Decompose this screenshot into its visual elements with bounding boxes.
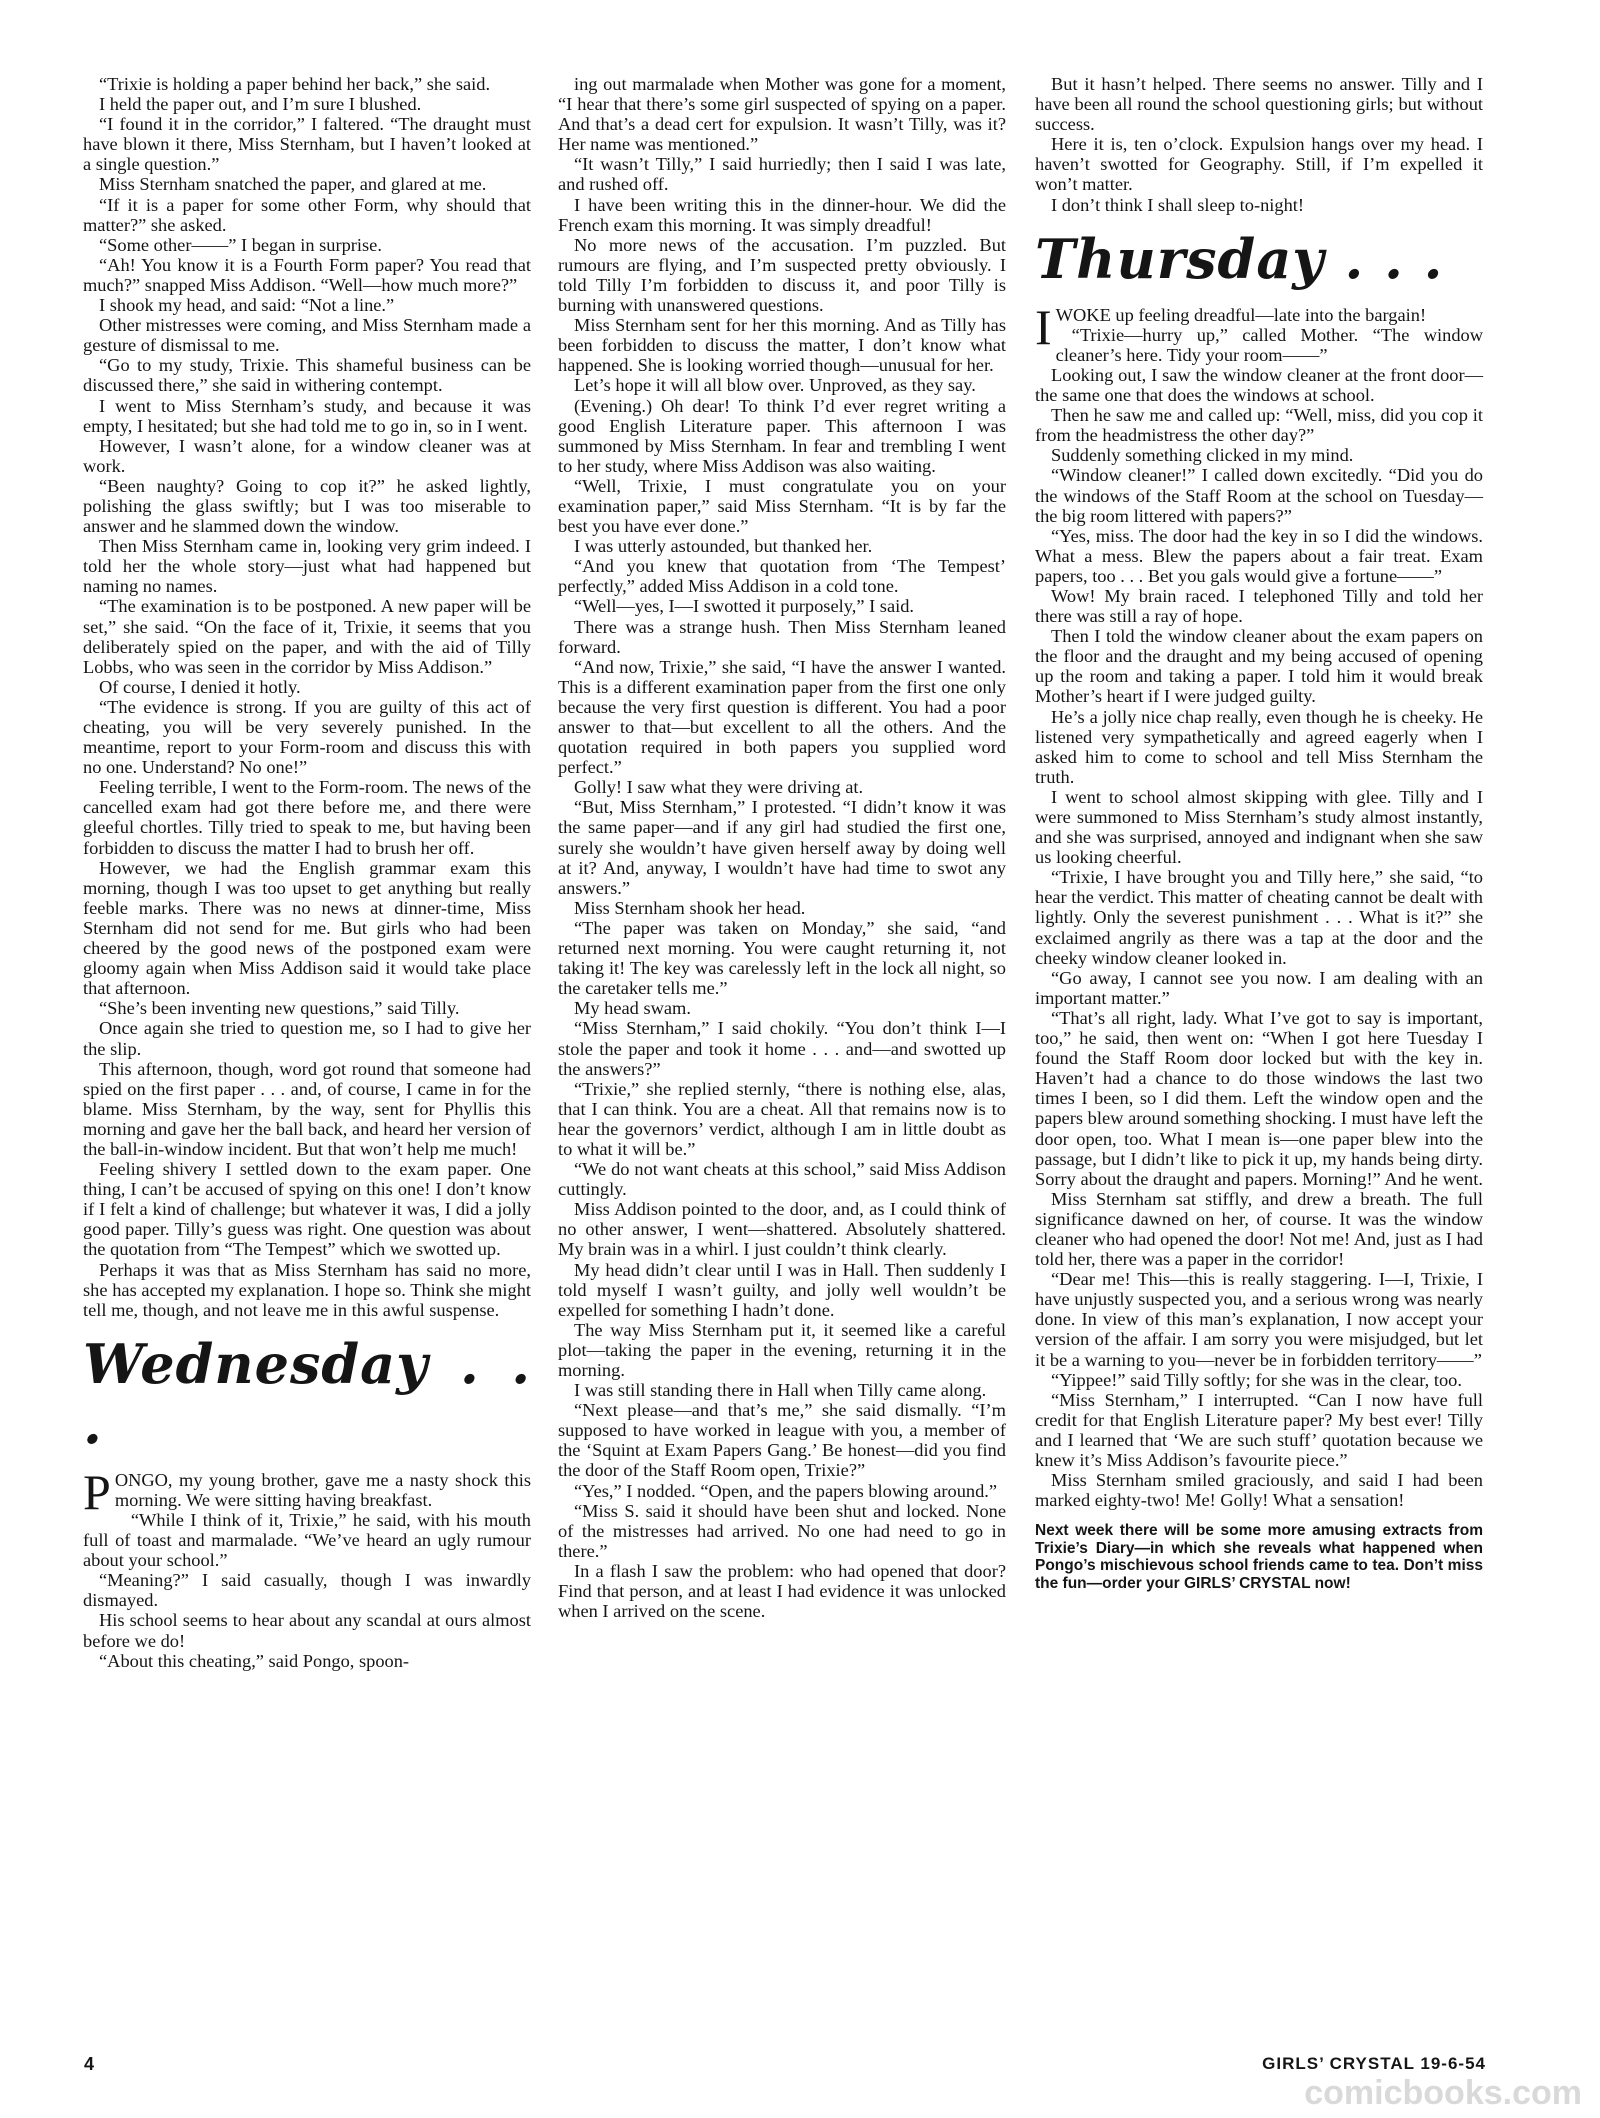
- drop-cap-letter: P: [83, 1463, 111, 1520]
- paragraph: In a flash I saw the problem: who had opened that door? Find that person, and at least I had evidence it was unlocked when I arrived on the scene.: [558, 1560, 1006, 1622]
- paragraph: “Miss Sternham,” I interrupted. “Can I now have full credit for that English Literature paper? My best ever! Tilly and I learned that ‘We are such stuff’ quotation because we knew it’s Miss Addison’s favourite piece.”: [1035, 1389, 1483, 1470]
- paragraph: I have been writing this in the dinner-hour. We did the French exam this morning. It was simply dreadful!: [558, 194, 1006, 235]
- paragraph: “I found it in the corridor,” I faltered. “The draught must have blown it there, Miss Sternham, but I haven’t looked at a single question.”: [83, 114, 531, 175]
- paragraph: Then I told the window cleaner about the exam papers on the floor and the draught and my being accused of opening up the room and taking a paper. I told him it would break Mother’s heart if I were judged guilty.: [1035, 626, 1483, 707]
- paragraph: “And now, Trixie,” she said, “I have the answer I wanted. This is a different examination paper from the first one only because the very first question is different. You had a poor answer to that—but excellent to all the others. And the quotation required in both papers you supplied word perfect.”: [558, 656, 1006, 778]
- paragraph: My head swam.: [574, 998, 691, 1019]
- column-2-paragraphs: [558, 74, 1006, 1621]
- paragraph: “Well—yes, I—I swotted it purposely,” I said.: [574, 596, 915, 617]
- column-1-paragraphs: [83, 74, 531, 1320]
- paragraph: “Some other——” I began in surprise.: [99, 234, 382, 255]
- paragraph: There was a strange hush. Then Miss Sternham leaned forward.: [558, 616, 1006, 657]
- paragraph: “Trixie, I have brought you and Tilly here,” she said, “to hear the verdict. This matter of cheating cannot be dealt with lightly. Only the severest punishment . . . What is it?” she exclaimed angrily as there was a tap at the door and the cheeky window cleaner looked in.: [1035, 867, 1483, 968]
- paragraph: “About this cheating,” said Pongo, spoon-: [99, 1650, 410, 1671]
- paragraph: (Evening.) Oh dear! To think I’d ever regret writing a good English Literature paper. This afternoon I was summoned by Miss Sternham. In fear and trembling I went to her study, where Miss Addison was also waiting.: [558, 395, 1006, 476]
- text-column-3: [1035, 74, 1483, 1592]
- paragraph: I shook my head, and said: “Not a line.”: [99, 295, 395, 316]
- column-3-paragraphs: [1035, 74, 1483, 215]
- paragraph: I went to school almost skipping with glee. Tilly and I were summoned to Miss Sternham’s study almost instantly, and she was surprised, annoyed and indignant when she saw us looking cheerful.: [1035, 786, 1483, 868]
- paragraph: Miss Sternham smiled graciously, and said I had been marked eighty-two! Me! Golly! What a sensation!: [1035, 1470, 1483, 1511]
- paragraph: “Ah! You know it is a Fourth Form paper? You read that much?” snapped Miss Addison. “Well—how much more?”: [83, 254, 531, 295]
- dropcap-paragraph: [83, 1463, 531, 1520]
- dropcap-paragraph-text: ONGO, my young brother, gave me a nasty shock this morning. We were sitting having breakfast.: [114, 1469, 531, 1510]
- paragraph: “We do not want cheats at this school,” said Miss Addison cuttingly.: [558, 1159, 1006, 1200]
- paragraph: “Go to my study, Trixie. This shameful business can be discussed there,” she said in withering contempt.: [83, 355, 531, 396]
- paragraph: “Yippee!” said Tilly softly; for she was in the clear, too.: [1051, 1369, 1462, 1390]
- paragraph: Miss Addison pointed to the door, and, as I could think of no other answer, I went—shattered. Absolutely shattered. My brain was in a whirl. I just couldn’t think clearly.: [558, 1199, 1006, 1260]
- paragraph: His school seems to hear about any scandal at ours almost before we do!: [83, 1610, 531, 1651]
- column-1-paragraphs-after: [83, 1510, 531, 1671]
- paragraph: “Well, Trixie, I must congratulate you on your examination paper,” said Miss Sternham. “It is by far the best you have ever done.”: [558, 475, 1006, 537]
- paragraph: Other mistresses were coming, and Miss Sternham made a gesture of dismissal to me.: [83, 315, 531, 356]
- paragraph: He’s a jolly nice chap really, even though he is cheeky. He listened very sympathetically and agreed eagerly when I asked him to come to school and tell Miss Sternham the truth.: [1035, 706, 1483, 787]
- paragraph: Miss Sternham sent for her this morning. And as Tilly has been forbidden to discuss the matter, I don’t know what happened. She is looking worried though—unusual for her.: [558, 315, 1006, 376]
- text-column-1: [83, 74, 531, 1671]
- paragraph: “Trixie is holding a paper behind her back,” she said.: [99, 74, 491, 94]
- paragraph: “Miss Sternham,” I said chokily. “You don’t think I—I stole the paper and took it home . . . and—and swotted up the answers?”: [558, 1018, 1006, 1079]
- paragraph: Golly! I saw what they were driving at.: [574, 777, 864, 798]
- paragraph: “The examination is to be postponed. A new paper will be set,” she said. “On the face of it, Trixie, it seems that you deliberately spied on the paper, and with the aid of Tilly Lobbs, who was seen in the corridor by Miss Addison.”: [83, 596, 531, 677]
- paragraph: “She’s been inventing new questions,” said Tilly.: [99, 998, 460, 1019]
- paragraph: “Yes, miss. The door had the key in so I did the windows. What a mess. Blew the papers about a fair treat. Exam papers, too . . . Bet you gals would give a fortune——”: [1035, 525, 1483, 586]
- paragraph: I don’t think I shall sleep to-night!: [1051, 194, 1305, 215]
- paragraph: “The paper was taken on Monday,” she said, “and returned next morning. You were caught returning it, not taking it! The key was carelessly left in the lock all night, so the caretaker tells me.”: [558, 917, 1006, 999]
- paragraph: Wow! My brain raced. I telephoned Tilly and told her there was still a ray of hope.: [1035, 585, 1483, 627]
- paragraph: Then he saw me and called up: “Well, miss, did you cop it from the headmistress the other day?”: [1035, 405, 1483, 446]
- section-heading-wednesday: Wednesday . . .: [83, 1331, 531, 1456]
- drop-cap-letter: I: [1035, 298, 1052, 355]
- paragraph: Perhaps it was that as Miss Sternham has said no more, she has accepted my explanation. I hope so. Think she might tell me, though, and not leave me in this awful suspense.: [83, 1259, 531, 1320]
- paragraph: Miss Sternham sat stiffly, and drew a breath. The full significance dawned on her, of course. It was the window cleaner who had opened the door! Not me! And, just as I had told her, there was a paper in the corridor!: [1035, 1188, 1483, 1270]
- paragraph: “That’s all right, lady. What I’ve got to say is important, too,” he said, then went on: “When I got here Tuesday I found the Staff Room door locked but with the key in. Haven’t had a chance to do those windows the last two times I been, so I did them. Left the window open and the papers blew around something shocking. I must have left the door open, too. What I mean is—one paper blew into the passage, but I didn’t like to pick it up, my hands being dirty. Sorry about the draught and papers. Morning!” And he went.: [1035, 1007, 1483, 1189]
- paragraph: “The evidence is strong. If you are guilty of this act of cheating, you will be very severely punished. In the meantime, report to your Form-room and discuss this with no one. Understand? No one!”: [83, 696, 531, 778]
- paragraph: Here it is, ten o’clock. Expulsion hangs over my head. I haven’t swotted for Geography. Still, if I’m expelled it won’t matter.: [1035, 134, 1483, 195]
- paragraph: Let’s hope it will all blow over. Unproved, as they say.: [574, 375, 976, 396]
- paragraph: This afternoon, though, word got round that someone had spied on the first paper . . . and, of course, I came in for the blame. Miss Sternham, by the way, sent for Phyllis this morning and gave her the ball back, and heard her version of the ball-in-window incident. But that won’t help me much!: [83, 1058, 531, 1159]
- paragraph: “Miss S. said it should have been shut and locked. None of the mistresses had arrived. No one had need to go in there.”: [558, 1500, 1006, 1561]
- paragraph: I held the paper out, and I’m sure I blushed.: [99, 94, 422, 115]
- paragraph: Feeling shivery I settled down to the exam paper. One thing, I can’t be accused of spying on this one! I don’t know if I felt a kind of challenge; but whatever it was, I did a jolly good paper. Tilly’s guess was right. One question was about the quotation from “The Tempest” which we swotted up.: [83, 1159, 531, 1260]
- paragraph: Of course, I denied it hotly.: [99, 676, 301, 697]
- paragraph: “And you knew that quotation from ‘The Tempest’ perfectly,” added Miss Addison in a cold tone.: [558, 556, 1006, 597]
- paragraph: My head didn’t clear until I was in Hall. Then suddenly I told myself I wasn’t guilty, and jolly well wouldn’t be expelled for something I hadn’t done.: [558, 1259, 1006, 1320]
- section-heading-thursday: Thursday . . .: [1035, 226, 1444, 291]
- paragraph: “Window cleaner!” I called down excitedly. “Did you do the windows of the Staff Room at the school on Tuesday—the big room littered with papers?”: [1035, 465, 1483, 526]
- paragraph: Feeling terrible, I went to the Form-room. The news of the cancelled exam had got there before me, and there were gleeful chortles. Tilly tried to speak to me, but having been forbidden to discuss the matter I had to brush her off.: [83, 777, 531, 858]
- paragraph: Suddenly something clicked in my mind.: [1051, 445, 1354, 466]
- paragraph: ing out marmalade when Mother was gone for a moment, “I hear that there’s some girl suspected of spying on a paper. And that’s a dead cert for expulsion. It wasn’t Tilly, was it? Her name was mentioned.”: [558, 74, 1006, 155]
- paragraph: “Go away, I cannot see you now. I am dealing with an important matter.”: [1035, 967, 1483, 1008]
- paragraph: No more news of the accusation. I’m puzzled. But rumours are flying, and I’m suspected pretty obviously. I told Tilly I’m forbidden to discuss it, and poor Tilly is burning with unanswered questions.: [558, 234, 1006, 316]
- paragraph: I was utterly astounded, but thanked her.: [574, 536, 873, 557]
- paragraph: “But, Miss Sternham,” I protested. “I didn’t know it was the same paper—and if any girl had studied the first one, surely she wouldn’t have given herself away by doing well at it? And, anyway, I wouldn’t have had time to swot any answers.”: [558, 797, 1006, 898]
- paragraph: “While I think of it, Trixie,” he said, with his mouth full of toast and marmalade. “We’ve heard an ugly rumour about your school.”: [83, 1510, 531, 1571]
- paragraph: Once again she tried to question me, so I had to give her the slip.: [83, 1018, 531, 1059]
- paragraph: “Trixie—hurry up,” called Mother. “The window cleaner’s here. Tidy your room——”: [1055, 324, 1483, 365]
- paragraph: “If it is a paper for some other Form, why should that matter?” she asked.: [83, 194, 531, 235]
- column-3-paragraphs-after: [1035, 325, 1483, 1511]
- paragraph: “Yes,” I nodded. “Open, and the papers blowing around.”: [574, 1480, 998, 1501]
- page-number: 4: [84, 2054, 95, 2074]
- paragraph: I was still standing there in Hall when Tilly came along.: [574, 1380, 987, 1401]
- paragraph: “Next please—and that’s me,” she said dismally. “I’m supposed to have worked in league with you, a member of the ‘Squint at Exam Papers Gang.’ Be honest—did you find the door of the Staff Room open, Trixie?”: [558, 1400, 1006, 1481]
- dropcap-paragraph-text: WOKE up feeling dreadful—late into the bargain!: [1055, 304, 1427, 325]
- paragraph: However, we had the English grammar exam this morning, though I was too upset to get anything but really feeble marks. There was no news at dinner-time, Miss Sternham did not send for me. But girls who had been cheered by the good news of the postponed exam were gloomy again when Miss Addison said it would take place that afternoon.: [83, 857, 531, 999]
- paragraph: Looking out, I saw the window cleaner at the front door—the same one that does the windows at school.: [1035, 364, 1483, 406]
- paragraph: I went to Miss Sternham’s study, and because it was empty, I hesitated; but she had told me to go in, so in I went.: [83, 395, 531, 436]
- paragraph: But it hasn’t helped. There seems no answer. Tilly and I have been all round the school questioning girls; but without success.: [1035, 74, 1483, 135]
- watermark-text: comicbooks.com: [1304, 2074, 1582, 2112]
- paragraph: “Meaning?” I said casually, though I was inwardly dismayed.: [83, 1570, 531, 1611]
- text-column-2: [558, 74, 1006, 1621]
- paragraph: “Trixie,” she replied sternly, “there is nothing else, alas, that I can think. You are a cheat. All that remains now is to hear the governors’ verdict, although I am in little doubt as to what it will be.”: [558, 1078, 1006, 1159]
- paragraph: “Been naughty? Going to cop it?” he asked lightly, polishing the glass swiftly; but I was too miserable to answer and he slammed down the window.: [83, 475, 531, 537]
- paragraph: “It wasn’t Tilly,” I said hurriedly; then I said I was late, and rushed off.: [558, 154, 1006, 195]
- next-week-notice: Next week there will be some more amusing extracts from Trixie’s Diary—in which she reveals what happened when Pongo’s mischievous school friends came to tea. Don’t miss the fun—order your GIRLS’ CRYSTAL now!: [1035, 1522, 1483, 1592]
- paragraph: The way Miss Sternham put it, it seemed like a careful plot—taking the paper in the evening, returning it in the morning.: [558, 1319, 1006, 1380]
- paragraph: “Dear me! This—this is really staggering. I—I, Trixie, I have unjustly suspected you, and a serious wrong was nearly done. In view of this man’s explanation, I now accept your version of the affair. I am sorry you were misjudged, but let it be a warning to you—never be in forbidden territory——”: [1035, 1269, 1483, 1370]
- paragraph: However, I wasn’t alone, for a window cleaner was at work.: [83, 435, 531, 476]
- issue-footer: GIRLS’ CRYSTAL 19-6-54: [1262, 2054, 1486, 2073]
- paragraph: Then Miss Sternham came in, looking very grim indeed. I told her the whole story—just what had happened but naming no names.: [83, 536, 531, 597]
- paragraph: Miss Sternham snatched the paper, and glared at me.: [99, 174, 487, 195]
- paragraph: Miss Sternham shook her head.: [574, 897, 806, 918]
